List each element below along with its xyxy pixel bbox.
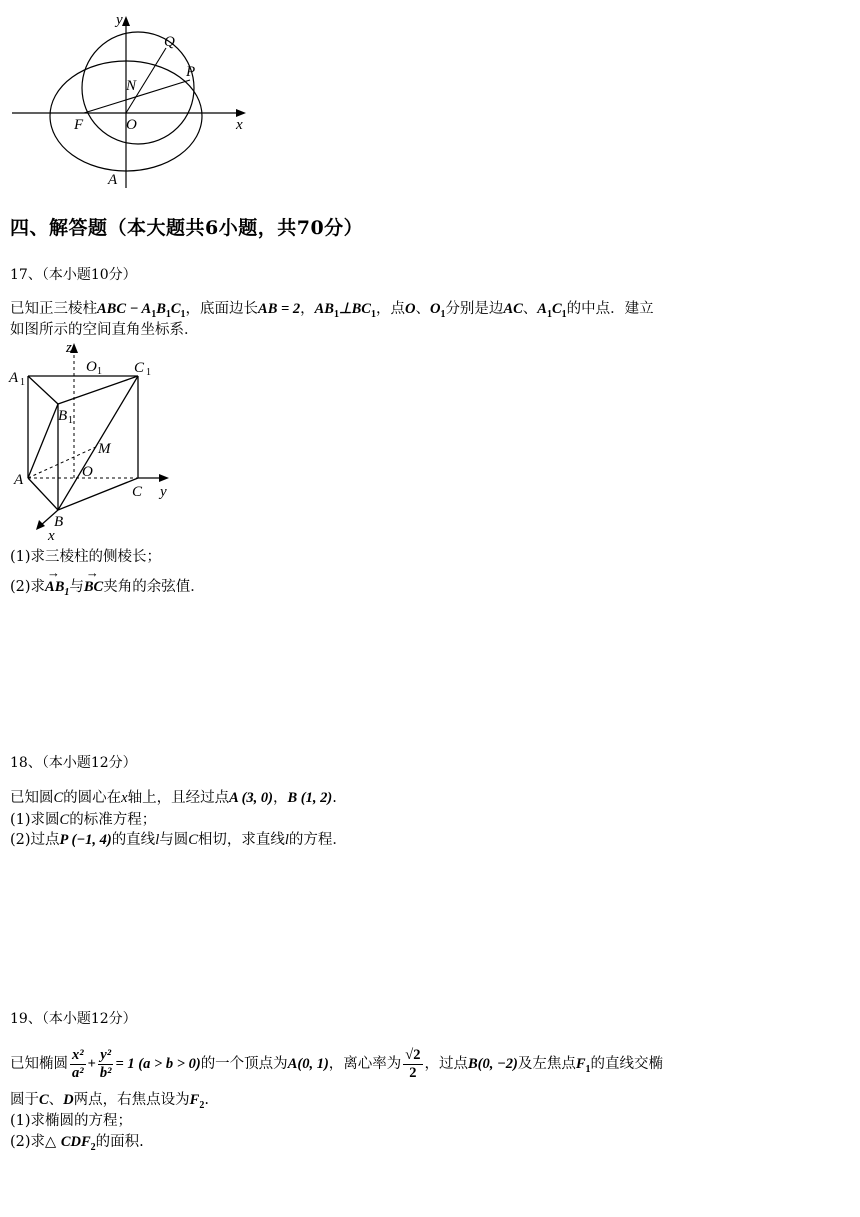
q17-sub: 1	[151, 308, 157, 320]
q19-header: 19、（本小题12分）	[10, 1011, 137, 1027]
vector-AB1	[45, 577, 69, 603]
label-A1: A	[9, 370, 19, 386]
edge-A1-B1	[28, 376, 58, 404]
q19-text: 的一个顶点为	[200, 1056, 288, 1072]
q17-math: C	[170, 301, 181, 317]
q17-sub: 1	[440, 308, 446, 320]
q19-math: B(0, −2)	[468, 1056, 518, 1072]
circle-curve	[82, 32, 194, 144]
q17-math: ABC − A	[97, 301, 152, 317]
q19-text: 、	[48, 1092, 64, 1108]
q19-math: C	[39, 1092, 49, 1108]
q17-sub: 1	[180, 308, 186, 320]
q17-text: ，	[300, 301, 315, 317]
q17-math: B	[156, 301, 166, 317]
q17-math: C	[551, 301, 562, 317]
q19-math: CDF	[60, 1134, 91, 1150]
q19-part2	[10, 1132, 848, 1158]
q17-text: 已知正三棱柱	[10, 301, 97, 317]
q19-sub: 2	[90, 1141, 96, 1153]
q19-text: .	[204, 1092, 209, 1108]
q18-text: 轴上，且经过点	[127, 790, 230, 806]
q17-line2: 如图所示的空间直角坐标系．	[10, 322, 199, 338]
section-heading: 四、解答题（本大题共6小题，共70分）	[10, 217, 364, 239]
q17-sub: 1	[370, 308, 376, 320]
label-y: y	[160, 484, 167, 500]
label-O: O	[82, 464, 93, 480]
q17-math: AB	[314, 301, 334, 317]
prism-figure	[6, 340, 186, 545]
label-O1: O	[86, 359, 97, 375]
q19-text: 的直线交椭	[590, 1056, 664, 1072]
label-Q: Q	[164, 34, 175, 50]
q17-sub: 1	[64, 586, 70, 598]
label-O1-sub: 1	[97, 366, 102, 377]
q19-text: 圆于	[10, 1092, 39, 1108]
label-A: A	[14, 472, 24, 488]
line-F-P	[84, 80, 190, 113]
q17-text: 与	[69, 579, 84, 595]
q19-text: 已知椭圆	[10, 1056, 68, 1072]
q18-text: 的直线	[111, 832, 156, 848]
frac-num: √2	[405, 1046, 421, 1063]
fraction-x2-a2	[70, 1047, 86, 1082]
edge-B1-C1	[58, 376, 138, 404]
vector-BC: → BC	[84, 577, 103, 597]
label-C1: C	[134, 360, 145, 376]
q19-math: +	[87, 1056, 96, 1072]
x-axis-arrow	[36, 520, 45, 530]
q19-text: (2)求△	[10, 1134, 61, 1150]
q18-text: .	[332, 790, 337, 806]
q17-text: ，底面边长	[185, 301, 259, 317]
label-A: A	[108, 172, 118, 188]
q17-part1: (1)求三棱柱的侧棱长；	[10, 549, 162, 565]
q18-math: l	[155, 832, 160, 848]
q17-text: 、	[522, 301, 538, 317]
q19-text: ，过点	[424, 1056, 468, 1072]
edge-A-B	[28, 478, 58, 510]
q17-text: 、	[415, 301, 430, 317]
q19-sub: 2	[199, 1099, 205, 1111]
q18-math: C	[53, 790, 64, 806]
diag-A-B1	[28, 404, 58, 478]
q18-math: l	[284, 832, 289, 848]
label-P: P	[186, 64, 196, 80]
label-B: B	[54, 514, 64, 530]
label-N: N	[126, 78, 137, 94]
frac-num: y²	[98, 1047, 114, 1065]
q18-math: x	[121, 790, 128, 806]
q19-text: 的面积.	[95, 1134, 144, 1150]
label-x: x	[236, 117, 243, 133]
q19-text: 及左焦点	[517, 1056, 576, 1072]
edge-B-C	[58, 478, 138, 510]
q18-math: C	[59, 812, 70, 828]
frac-num: x²	[72, 1046, 84, 1063]
q17-math: O	[404, 301, 416, 317]
label-A1-sub: 1	[20, 377, 25, 388]
q18-text: 的方程．	[288, 832, 347, 848]
q18-line1	[10, 788, 848, 808]
label-C: C	[132, 484, 143, 500]
q18-part2	[10, 830, 848, 850]
q18-text: ，	[273, 790, 288, 806]
q19-text: ，离心率为	[328, 1056, 402, 1072]
x-axis-arrow	[236, 109, 246, 117]
label-C1-sub: 1	[146, 367, 151, 378]
q18-math: P (−1, 4)	[59, 832, 112, 848]
q17-math: ⊥BC	[338, 301, 371, 317]
label-B1: B	[58, 408, 68, 424]
q18-text: 已知圆	[10, 790, 54, 806]
q17-math: A	[537, 301, 547, 317]
label-y: y	[116, 12, 123, 28]
q18-text: (2)过点	[10, 832, 60, 848]
ellipse-circle-figure	[8, 8, 258, 193]
q17-math: AC	[503, 301, 523, 317]
q17-text: 分别是边	[445, 301, 504, 317]
q17-header: 17、（本小题10分）	[10, 267, 137, 283]
q19-math: = 1 (a > b > 0)	[115, 1056, 201, 1072]
label-B1-sub: 1	[68, 415, 73, 426]
y-axis-arrow	[159, 474, 169, 482]
q17-sub: 1	[561, 308, 567, 320]
q19-math: F	[189, 1092, 200, 1108]
frac-den: 2	[409, 1064, 417, 1081]
q17-sub: 1	[546, 308, 552, 320]
q17-sub: 1	[333, 308, 339, 320]
label-O: O	[126, 117, 137, 133]
q19-math: D	[63, 1092, 74, 1108]
frac-den: b²	[99, 1064, 112, 1081]
q19-text: 两点，右焦点设为	[73, 1092, 190, 1108]
q17-text: 的中点．建立	[566, 301, 654, 317]
q17-text: ，点	[375, 301, 405, 317]
fraction-y2-b2	[98, 1047, 114, 1082]
q19-math: A(0, 1)	[287, 1056, 329, 1072]
label-x: x	[48, 528, 55, 544]
q17-math: AB	[45, 579, 65, 595]
q17-text: 夹角的余弦值．	[103, 579, 205, 595]
q19-math: F	[575, 1056, 586, 1072]
q17-text: (2)求	[10, 579, 46, 595]
q17-math: O	[429, 301, 441, 317]
q17-sub: 1	[165, 308, 171, 320]
q19-line1	[10, 1044, 848, 1090]
q18-text: 的圆心在	[63, 790, 122, 806]
q18-text: 相切，求直线	[197, 832, 285, 848]
q18-text: 与圆	[159, 832, 189, 848]
label-M: M	[98, 441, 111, 457]
q19-part1: (1)求椭圆的方程；	[10, 1113, 133, 1129]
label-F: F	[74, 117, 84, 133]
q19-sub: 1	[585, 1063, 591, 1075]
q18-math: C	[188, 832, 198, 848]
y-axis-arrow	[122, 16, 130, 26]
q17-math: AB = 2	[258, 301, 301, 317]
q17-part2	[10, 577, 848, 603]
q18-text: 的标准方程；	[69, 812, 157, 828]
frac-den: a²	[72, 1064, 84, 1081]
q18-math: B (1, 2)	[287, 790, 333, 806]
q18-text: (1)求圆	[10, 812, 60, 828]
q18-header: 18、（本小题12分）	[10, 755, 137, 771]
fraction-sqrt2-2	[403, 1047, 422, 1082]
q18-part1	[10, 810, 848, 830]
label-z: z	[66, 340, 72, 356]
q18-math: A (3, 0)	[229, 790, 274, 806]
